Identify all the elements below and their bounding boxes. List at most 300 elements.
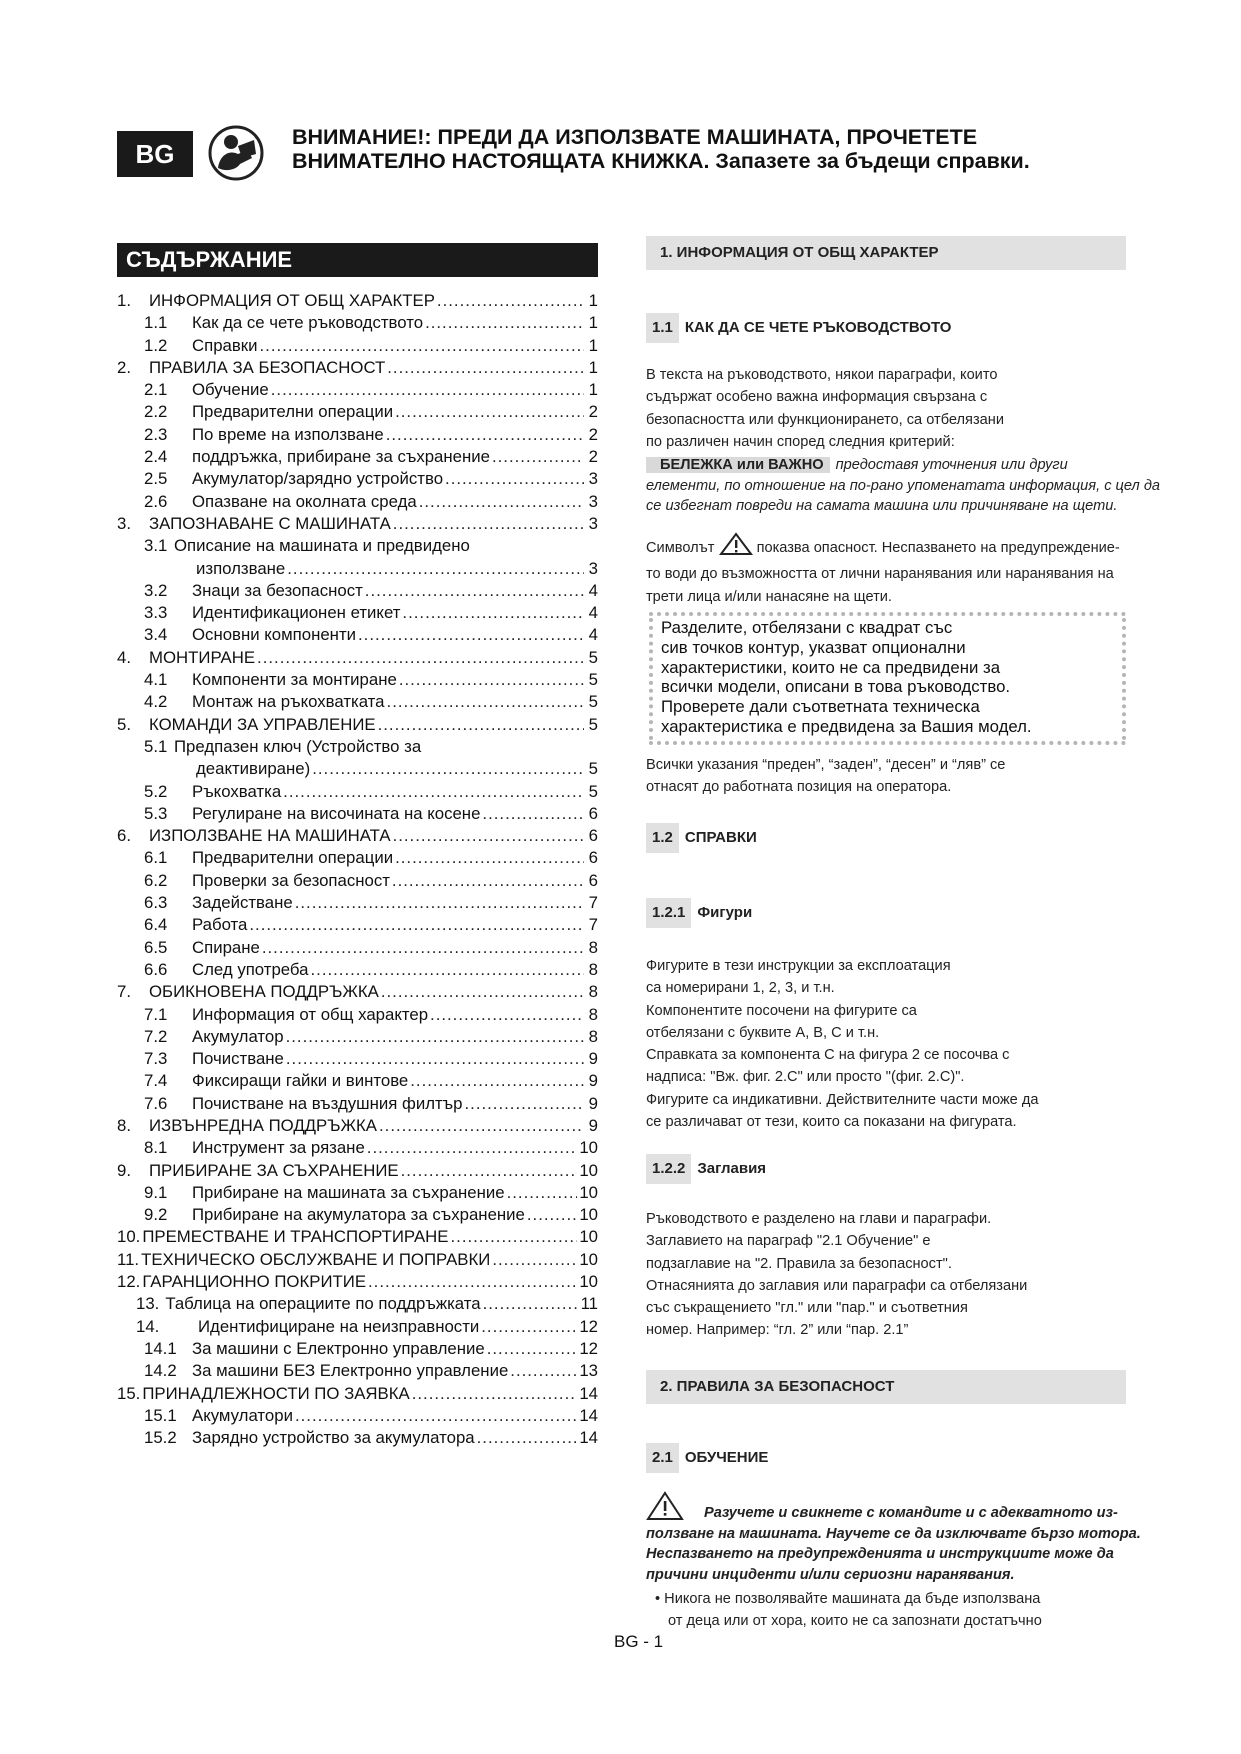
toc-entry-page: 10 bbox=[579, 1160, 598, 1180]
paragraph-line: Справката за компонента C на фигура 2 се посочва с bbox=[646, 1047, 1010, 1064]
toc-entry-number: 2.1 bbox=[144, 380, 168, 400]
toc-leader-dots bbox=[379, 1115, 584, 1137]
toc-entry bbox=[117, 1026, 598, 1048]
subsection-title: Фигури bbox=[697, 904, 753, 921]
toc-entry-number: 15.2 bbox=[144, 1428, 177, 1448]
toc-entry-title: Спиране bbox=[192, 937, 260, 957]
toc-entry bbox=[117, 1360, 598, 1382]
toc-entry bbox=[117, 1316, 598, 1338]
table-of-contents bbox=[117, 290, 598, 1449]
toc-entry-number: 7.1 bbox=[144, 1004, 168, 1024]
paragraph-line: по различен начин според следния критерий: bbox=[646, 433, 955, 450]
toc-leader-dots bbox=[262, 937, 584, 959]
subsection-1-2-header bbox=[646, 823, 757, 853]
toc-entry bbox=[117, 1405, 598, 1427]
toc-entry-number: 6.4 bbox=[144, 915, 168, 935]
toc-entry-number: 2.5 bbox=[144, 469, 168, 489]
paragraph-line: са номерирани 1, 2, 3, и т.н. bbox=[646, 980, 835, 997]
paragraph-line: със съкращението "гл." или "пар." и съответния bbox=[646, 1300, 968, 1317]
toc-entry bbox=[117, 446, 598, 468]
paragraph-line: съдържат особено важна информация свързана с bbox=[646, 389, 988, 406]
toc-entry-page: 8 bbox=[588, 1026, 598, 1046]
toc-entry-title: Почистване на въздушния филтър bbox=[192, 1093, 463, 1113]
toc-entry-title: ИЗВЪНРЕДНА ПОДДРЪЖКА bbox=[149, 1115, 377, 1135]
toc-leader-dots bbox=[381, 981, 584, 1003]
toc-entry bbox=[117, 513, 598, 535]
toc-entry-title: ЗАПОЗНАВАНЕ С МАШИНАТА bbox=[149, 513, 391, 533]
toc-entry-title: Идентифициране на неизправности bbox=[198, 1316, 480, 1336]
paragraph-line: Заглавието на параграф "2.1 Обучение" е bbox=[646, 1233, 931, 1250]
toc-entry-title: Монтаж на ръкохватката bbox=[192, 692, 385, 712]
toc-leader-dots bbox=[393, 825, 584, 847]
subsection-1-1-header bbox=[646, 313, 951, 343]
toc-entry-title: Работа bbox=[192, 915, 248, 935]
bullet-line: • Никога не позволявайте машината да бъде използвана bbox=[655, 1591, 1041, 1607]
warning-line: причини инциденти и/или сериозни наранявания. bbox=[646, 1566, 1015, 1583]
toc-entry bbox=[117, 1427, 598, 1449]
toc-entry bbox=[117, 959, 598, 981]
toc-entry bbox=[117, 1249, 598, 1271]
toc-entry-page: 9 bbox=[588, 1049, 598, 1069]
toc-entry-title: ГАРАНЦИОННО ПОКРИТИЕ bbox=[142, 1272, 367, 1292]
toc-leader-dots bbox=[419, 491, 584, 513]
toc-entry bbox=[117, 1137, 598, 1159]
toc-entry-number: 3.2 bbox=[144, 580, 168, 600]
toc-entry bbox=[117, 1383, 598, 1405]
subsection-1-2-1-header bbox=[646, 898, 752, 928]
toc-entry bbox=[117, 312, 598, 334]
toc-leader-dots bbox=[283, 781, 584, 803]
toc-leader-dots bbox=[249, 914, 584, 936]
read-manual-icon bbox=[208, 124, 264, 182]
toc-entry-title: Опазване на околната среда bbox=[192, 491, 417, 511]
toc-entry-title: поддръжка, прибиране за съхранение bbox=[192, 447, 490, 467]
toc-entry-title: Знаци за безопасност bbox=[192, 580, 363, 600]
toc-entry-page: 5 bbox=[588, 759, 598, 779]
toc-leader-dots bbox=[257, 647, 584, 669]
toc-entry bbox=[117, 290, 598, 312]
toc-entry-page: 14 bbox=[579, 1383, 598, 1403]
directions-paragraph bbox=[646, 754, 1126, 799]
toc-leader-dots bbox=[477, 1427, 578, 1449]
subsection-number: 1.2 bbox=[646, 823, 679, 853]
toc-entry-title: Прибиране на машината за съхранение bbox=[192, 1182, 505, 1202]
toc-entry-page: 3 bbox=[588, 469, 598, 489]
toc-leader-dots bbox=[378, 714, 584, 736]
warning-line-1: ВНИМАНИЕ!: ПРЕДИ ДА ИЗПОЛЗВАТЕ МАШИНАТА, ПРОЧЕТЕТЕ bbox=[292, 125, 978, 149]
toc-entry-number: 5.3 bbox=[144, 803, 168, 823]
optional-features-line: характеристики, които не са предвидени за bbox=[661, 657, 1001, 677]
toc-leader-dots bbox=[401, 1160, 578, 1182]
toc-entry-number: 11. bbox=[117, 1249, 140, 1269]
toc-leader-dots bbox=[430, 1004, 584, 1026]
toc-entry-page: 6 bbox=[588, 848, 598, 868]
toc-entry bbox=[117, 1048, 598, 1070]
toc-entry bbox=[117, 669, 598, 691]
paragraph-line: подзаглавие на "2. Правила за безопасност". bbox=[646, 1255, 952, 1272]
paragraph-line: номер. Например: “гл. 2” или “пар. 2.1” bbox=[646, 1322, 909, 1339]
toc-entry-number: 9. bbox=[117, 1160, 131, 1180]
toc-leader-dots bbox=[392, 870, 584, 892]
toc-entry-number: 4.2 bbox=[144, 692, 168, 712]
toc-entry-number: 14. bbox=[136, 1316, 160, 1336]
toc-entry-title: деактивиране) bbox=[196, 759, 311, 779]
toc-entry-title: ИЗПОЛЗВАНЕ НА МАШИНАТА bbox=[149, 826, 391, 846]
subsection-1-2-2-header bbox=[646, 1154, 766, 1184]
subsection-number: 1.2.2 bbox=[646, 1154, 691, 1184]
toc-entry bbox=[117, 803, 598, 825]
toc-entry-page: 9 bbox=[588, 1115, 598, 1135]
toc-entry-title: Обучение bbox=[192, 380, 269, 400]
toc-entry-page: 1 bbox=[588, 291, 598, 310]
toc-entry-number: 7.6 bbox=[144, 1093, 168, 1113]
subsection-title: КАК ДА СЕ ЧЕТЕ РЪКОВОДСТВОТО bbox=[684, 319, 952, 336]
toc-entry-number: 7.4 bbox=[144, 1071, 168, 1091]
optional-features-line: характеристика е предвидена за Вашия модел. bbox=[661, 716, 1032, 736]
toc-entry-page: 1 bbox=[588, 357, 598, 377]
symbol-line: то води до възможността от лични наранявания или наранявания на bbox=[646, 566, 1114, 583]
toc-entry-title: ПРЕМЕСТВАНЕ И ТРАНСПОРТИРАНЕ bbox=[142, 1227, 449, 1247]
optional-features-line: Разделите, отбелязани с квадрат със bbox=[661, 618, 953, 637]
toc-entry-page: 9 bbox=[588, 1093, 598, 1113]
toc-entry-page: 1 bbox=[588, 313, 598, 333]
warning-heading bbox=[292, 125, 1122, 173]
toc-entry-page: 3 bbox=[588, 558, 598, 578]
toc-entry bbox=[117, 1293, 598, 1315]
warning-line: Разучете и свикнете с командите и с адекватното из- bbox=[704, 1505, 1118, 1521]
toc-entry-number: 1. bbox=[117, 291, 131, 310]
note-line: предоставя уточнения или други bbox=[835, 457, 1068, 473]
toc-leader-dots bbox=[286, 1048, 584, 1070]
toc-leader-dots bbox=[393, 513, 584, 535]
toc-entry bbox=[117, 468, 598, 490]
toc-entry-title: Идентификационен етикет bbox=[192, 603, 401, 623]
toc-entry-number: 13. bbox=[136, 1294, 160, 1314]
toc-entry bbox=[117, 491, 598, 513]
toc-entry-page: 2 bbox=[588, 424, 598, 444]
toc-entry bbox=[117, 357, 598, 379]
toc-entry-page: 14 bbox=[579, 1428, 598, 1448]
toc-entry bbox=[117, 602, 598, 624]
toc-leader-dots bbox=[492, 446, 584, 468]
toc-entry bbox=[117, 691, 598, 713]
toc-leader-dots bbox=[483, 1293, 579, 1315]
toc-entry-number: 3.4 bbox=[144, 625, 168, 645]
toc-entry bbox=[117, 1004, 598, 1026]
toc-entry-number: 2.6 bbox=[144, 491, 168, 511]
toc-entry-page: 2 bbox=[588, 402, 598, 422]
note-line: се избегнат повреди на самата машина или причиняване на щети. bbox=[646, 498, 1118, 515]
paragraph-line: безопасността или функционирането, са отбелязани bbox=[646, 411, 1004, 428]
section-2-header: 2. ПРАВИЛА ЗА БЕЗОПАСНОСТ bbox=[646, 1370, 1126, 1404]
toc-entry-page: 8 bbox=[588, 937, 598, 957]
section-1-header: 1. ИНФОРМАЦИЯ ОТ ОБЩ ХАРАКТЕР bbox=[646, 236, 1126, 270]
warning-triangle-icon bbox=[719, 532, 753, 563]
toc-entry-title: Предпазен ключ (Устройство за bbox=[174, 736, 422, 756]
optional-features-line: сив точков контур, указват опционални bbox=[661, 637, 966, 657]
toc-entry bbox=[117, 892, 598, 914]
toc-entry-page: 10 bbox=[579, 1205, 598, 1225]
toc-entry-number: 1.1 bbox=[144, 313, 168, 333]
toc-entry-title: Фиксиращи гайки и винтове bbox=[192, 1071, 409, 1091]
toc-entry-page: 7 bbox=[588, 915, 598, 935]
symbol-line: трети лица и/или нанасяне на щети. bbox=[646, 588, 892, 605]
toc-entry-number: 3.3 bbox=[144, 603, 168, 623]
optional-features-line: Проверете дали съответната техническа bbox=[661, 697, 980, 717]
paragraph-line: Компонентите посочени на фигурите са bbox=[646, 1002, 917, 1019]
toc-entry bbox=[117, 1182, 598, 1204]
toc-entry-page: 6 bbox=[588, 826, 598, 846]
subsection-number: 1.2.1 bbox=[646, 898, 691, 928]
toc-entry-title: ТЕХНИЧЕСКО ОБСЛУЖВАНЕ И ПОПРАВКИ bbox=[141, 1249, 491, 1269]
toc-entry-title: Акумулатор/зарядно устройство bbox=[192, 469, 444, 489]
toc-entry-page: 6 bbox=[588, 803, 598, 823]
toc-entry-page: 10 bbox=[579, 1249, 598, 1269]
warning-line: Неспазването на предупрежденията и инструкциите може да bbox=[646, 1546, 1114, 1563]
subsection-title: ОБУЧЕНИЕ bbox=[684, 1449, 769, 1466]
toc-entry bbox=[117, 424, 598, 446]
toc-entry-number: 5.1 bbox=[144, 736, 168, 756]
toc-entry-page: 3 bbox=[588, 513, 598, 533]
toc-entry-title: ПРИНАДЛЕЖНОСТИ ПО ЗАЯВКА bbox=[142, 1383, 410, 1403]
toc-entry-number: 7.2 bbox=[144, 1026, 168, 1046]
toc-entry-page: 5 bbox=[588, 647, 598, 667]
toc-entry-number: 14.2 bbox=[144, 1361, 177, 1381]
toc-entry-page: 5 bbox=[588, 714, 598, 734]
toc-entry-title: Информация от общ характер bbox=[192, 1004, 429, 1024]
toc-entry-page: 4 bbox=[588, 580, 598, 600]
subsection-number: 1.1 bbox=[646, 313, 679, 343]
toc-entry-number: 4. bbox=[117, 647, 131, 667]
intro-paragraph bbox=[646, 364, 1126, 453]
toc-entry-number: 8.1 bbox=[144, 1138, 168, 1158]
toc-entry-title: Прибиране на акумулатора за съхранение bbox=[192, 1205, 525, 1225]
toc-entry-number: 6. bbox=[117, 826, 131, 846]
toc-entry bbox=[117, 758, 598, 780]
toc-leader-dots bbox=[527, 1204, 577, 1226]
toc-entry bbox=[117, 1338, 598, 1360]
paragraph-line: отнасят до работната позиция на оператора. bbox=[646, 779, 952, 796]
toc-entry bbox=[117, 981, 598, 1003]
toc-entry-page: 10 bbox=[579, 1182, 598, 1202]
paragraph-line: Фигурите в тези инструкции за експлоатация bbox=[646, 958, 951, 974]
toc-entry-page: 3 bbox=[588, 491, 598, 511]
toc-entry bbox=[117, 1204, 598, 1226]
toc-entry-page: 1 bbox=[588, 335, 598, 355]
subsection-title: СПРАВКИ bbox=[684, 829, 757, 846]
subsection-title: Заглавия bbox=[697, 1160, 767, 1177]
toc-entry-number: 15. bbox=[117, 1383, 141, 1403]
toc-entry-number: 7. bbox=[117, 982, 131, 1002]
toc-entry bbox=[117, 736, 598, 758]
bullet-line: от деца или от хора, които не са запознати достатъчно bbox=[668, 1613, 1042, 1630]
toc-entry-page: 8 bbox=[588, 982, 598, 1002]
toc-entry-page: 9 bbox=[588, 1071, 598, 1091]
paragraph-line: Отнасянията до заглавия или параграфи са отбелязани bbox=[646, 1277, 1028, 1294]
paragraph-line: Ръководството е разделено на глави и параграфи. bbox=[646, 1211, 992, 1227]
toc-entry bbox=[117, 1160, 598, 1182]
toc-entry-title: ПРИБИРАНЕ ЗА СЪХРАНЕНИЕ bbox=[149, 1160, 399, 1180]
toc-entry-title: МОНТИРАНЕ bbox=[149, 647, 256, 667]
toc-entry-title: Основни компоненти bbox=[192, 625, 357, 645]
toc-leader-dots bbox=[437, 290, 584, 312]
toc-leader-dots bbox=[260, 335, 584, 357]
toc-entry-number: 10. bbox=[117, 1227, 141, 1247]
toc-entry-title: използване bbox=[196, 558, 286, 578]
toc-entry-title: Компоненти за монтиране bbox=[192, 670, 397, 690]
toc-leader-dots bbox=[451, 1226, 578, 1248]
paragraph-line: В текста на ръководството, някои параграфи, които bbox=[646, 367, 998, 383]
toc-entry bbox=[117, 580, 598, 602]
toc-leader-dots bbox=[286, 1026, 584, 1048]
toc-entry-number: 4.1 bbox=[144, 670, 168, 690]
toc-entry-page: 12 bbox=[579, 1316, 598, 1336]
note-line: елементи, по отношение на по-рано упоменатата информация, с цел да bbox=[646, 477, 1161, 494]
toc-entry-title: Описание на машината и предвидено bbox=[174, 536, 470, 556]
toc-entry-number: 5. bbox=[117, 714, 131, 734]
toc-entry bbox=[117, 647, 598, 669]
toc-entry bbox=[117, 781, 598, 803]
toc-entry-number: 15.1 bbox=[144, 1405, 177, 1425]
toc-entry-number: 6.3 bbox=[144, 893, 168, 913]
toc-title: СЪДЪРЖАНИЕ bbox=[117, 243, 598, 277]
toc-entry-number: 6.5 bbox=[144, 937, 168, 957]
toc-leader-dots bbox=[295, 1405, 577, 1427]
toc-entry-page: 6 bbox=[588, 870, 598, 890]
note-paragraph bbox=[646, 455, 1161, 517]
toc-leader-dots bbox=[487, 1338, 578, 1360]
note-label: БЕЛЕЖКА или ВАЖНО bbox=[646, 457, 830, 473]
toc-leader-dots bbox=[425, 312, 584, 334]
toc-entry bbox=[117, 847, 598, 869]
training-bullet bbox=[655, 1588, 1125, 1633]
toc-leader-dots bbox=[287, 558, 584, 580]
toc-entry-page: 4 bbox=[588, 603, 598, 623]
toc-entry bbox=[117, 379, 598, 401]
toc-leader-dots bbox=[510, 1360, 577, 1382]
training-warning bbox=[646, 1503, 1141, 1585]
symbol-text: показва опасност. Неспазването на предупреждение- bbox=[756, 540, 1120, 556]
toc-leader-dots bbox=[481, 1316, 577, 1338]
symbol-text: Символът bbox=[646, 540, 715, 556]
toc-entry bbox=[117, 1271, 598, 1293]
danger-symbol-paragraph bbox=[646, 532, 1126, 608]
toc-entry-title: Регулиране на височината на косене bbox=[192, 803, 481, 823]
subsection-number: 2.1 bbox=[646, 1443, 679, 1473]
toc-entry-number: 3.1 bbox=[144, 536, 168, 556]
toc-entry-number: 9.2 bbox=[144, 1205, 168, 1225]
toc-entry-page: 2 bbox=[588, 447, 598, 467]
paragraph-line: се различават от тези, които са показани на фигурата. bbox=[646, 1114, 1017, 1131]
toc-entry-title: Акумулатори bbox=[192, 1405, 293, 1425]
toc-entry-title: Задействане bbox=[192, 893, 293, 913]
toc-entry-number: 6.2 bbox=[144, 870, 168, 890]
toc-entry-title: Инструмент за рязане bbox=[192, 1138, 365, 1158]
toc-entry-number: 2.2 bbox=[144, 402, 168, 422]
toc-entry bbox=[117, 1070, 598, 1092]
toc-leader-dots bbox=[412, 1383, 578, 1405]
toc-entry-page: 8 bbox=[588, 1004, 598, 1024]
toc-entry bbox=[117, 825, 598, 847]
toc-leader-dots bbox=[271, 379, 584, 401]
toc-entry-number: 6.6 bbox=[144, 959, 168, 979]
toc-entry-title: Зарядно устройство за акумулатора bbox=[192, 1428, 475, 1448]
toc-entry bbox=[117, 558, 598, 580]
toc-entry-page: 10 bbox=[579, 1138, 598, 1158]
toc-entry bbox=[117, 624, 598, 646]
toc-entry-title: Справки bbox=[192, 335, 258, 355]
toc-entry-title: Как да се чете ръководството bbox=[192, 313, 424, 333]
toc-leader-dots bbox=[387, 691, 584, 713]
toc-entry-title: Предварителни операции bbox=[192, 848, 394, 868]
toc-entry-title: Таблица на операциите по поддръжката bbox=[165, 1294, 481, 1314]
toc-entry bbox=[117, 937, 598, 959]
toc-entry-title: За машини БЕЗ Електронно управление bbox=[192, 1361, 509, 1381]
optional-features-box bbox=[649, 618, 1126, 740]
toc-entry-title: След употреба bbox=[192, 959, 309, 979]
toc-leader-dots bbox=[358, 624, 584, 646]
toc-leader-dots bbox=[368, 1271, 577, 1293]
warning-line-2: ВНИМАТЕЛНО НАСТОЯЩАТА КНИЖКА. Запазете за бъдещи справки. bbox=[292, 149, 1030, 173]
toc-entry-number: 6.1 bbox=[144, 848, 168, 868]
toc-entry-number: 2.4 bbox=[144, 447, 168, 467]
toc-entry-page: 10 bbox=[579, 1227, 598, 1247]
toc-entry-title: ОБИКНОВЕНА ПОДДРЪЖКА bbox=[149, 982, 379, 1002]
toc-entry-number: 12. bbox=[117, 1272, 141, 1292]
toc-leader-dots bbox=[311, 959, 585, 981]
paragraph-line: Всички указания “преден”, “заден”, “десен” и “ляв” се bbox=[646, 757, 1006, 773]
toc-entry-number: 3. bbox=[117, 513, 131, 533]
toc-entry-title: ПРАВИЛА ЗА БЕЗОПАСНОСТ bbox=[149, 357, 386, 377]
paragraph-line: Фигурите са индикативни. Действителните части може да bbox=[646, 1091, 1039, 1108]
toc-leader-dots bbox=[402, 602, 584, 624]
toc-entry-title: Предварителни операции bbox=[192, 402, 394, 422]
toc-entry bbox=[117, 870, 598, 892]
toc-entry-title: ИНФОРМАЦИЯ ОТ ОБЩ ХАРАКТЕР bbox=[149, 291, 435, 310]
figures-paragraph bbox=[646, 955, 1126, 1133]
toc-leader-dots bbox=[312, 758, 584, 780]
toc-leader-dots bbox=[387, 357, 584, 379]
toc-leader-dots bbox=[445, 468, 584, 490]
toc-entry-title: КОМАНДИ ЗА УПРАВЛЕНИЕ bbox=[149, 714, 376, 734]
toc-entry-title: Почистване bbox=[192, 1049, 284, 1069]
toc-leader-dots bbox=[465, 1093, 585, 1115]
toc-leader-dots bbox=[482, 803, 584, 825]
toc-entry-page: 4 bbox=[588, 625, 598, 645]
toc-entry-title: Ръкохватка bbox=[192, 781, 282, 801]
toc-entry-number: 2. bbox=[117, 357, 131, 377]
toc-entry-page: 1 bbox=[588, 380, 598, 400]
toc-entry-number: 1.2 bbox=[144, 335, 168, 355]
toc-entry-page: 13 bbox=[579, 1361, 598, 1381]
toc-entry bbox=[117, 1093, 598, 1115]
toc-entry bbox=[117, 1226, 598, 1248]
toc-entry bbox=[117, 1115, 598, 1137]
toc-entry-title: По време на използване bbox=[192, 424, 384, 444]
toc-entry-title: Акумулатор bbox=[192, 1026, 284, 1046]
toc-leader-dots bbox=[399, 669, 584, 691]
toc-leader-dots bbox=[395, 401, 584, 423]
toc-leader-dots bbox=[367, 1137, 578, 1159]
toc-entry-page: 12 bbox=[579, 1338, 598, 1358]
toc-entry bbox=[117, 535, 598, 557]
toc-entry-number: 7.3 bbox=[144, 1049, 168, 1069]
toc-entry-page: 5 bbox=[588, 670, 598, 690]
toc-leader-dots bbox=[410, 1070, 584, 1092]
toc-entry-page: 11 bbox=[580, 1294, 598, 1314]
toc-leader-dots bbox=[492, 1249, 577, 1271]
toc-leader-dots bbox=[395, 847, 584, 869]
